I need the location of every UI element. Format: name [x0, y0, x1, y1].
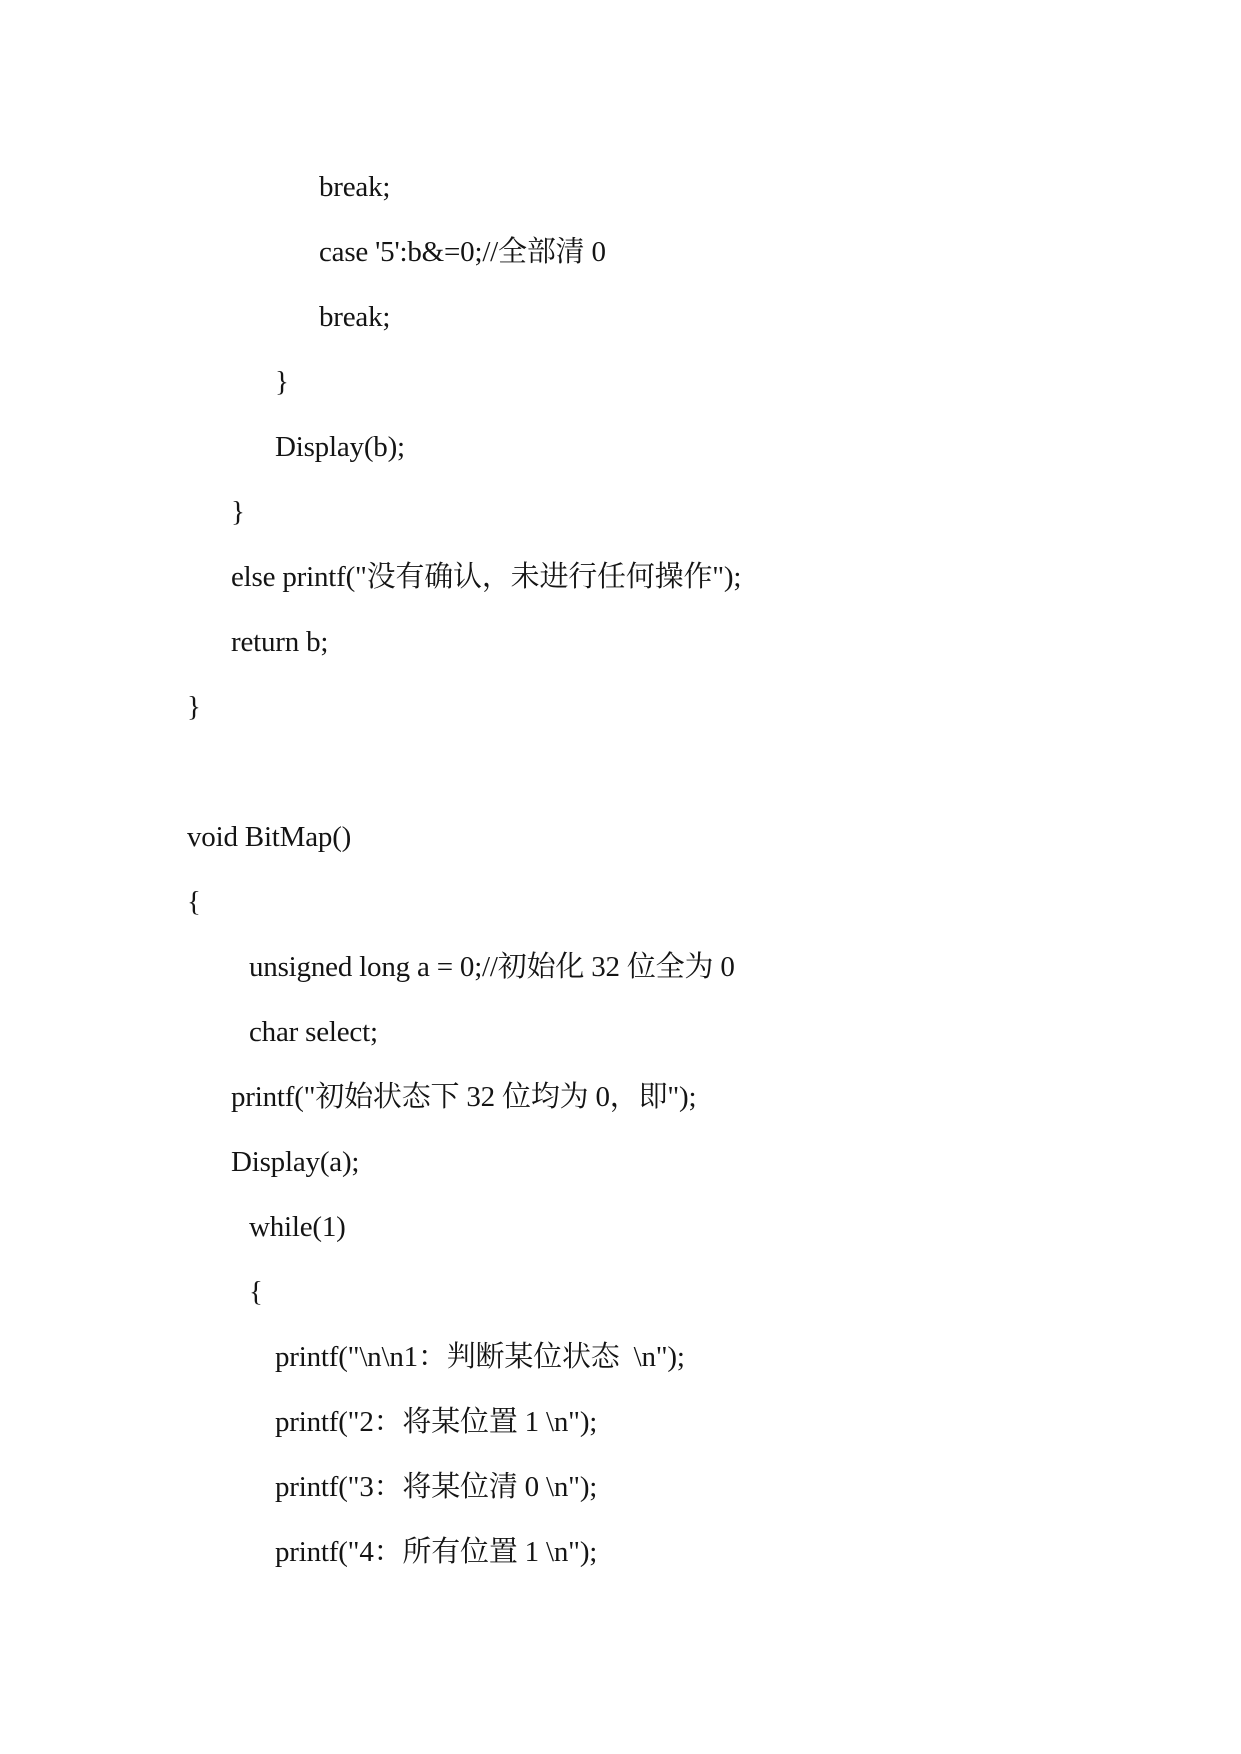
code-line-close-brace: } — [187, 691, 201, 723]
code-line-display-a: Display(a); — [231, 1146, 360, 1178]
code-line-printf-menu-4: printf("4：所有位置 1 \n"); — [275, 1536, 598, 1568]
code-line-close-brace: } — [231, 496, 245, 528]
code-line-printf-menu-3: printf("3：将某位清 0 \n"); — [275, 1471, 598, 1503]
code-line-printf-menu-2: printf("2：将某位置 1 \n"); — [275, 1406, 598, 1438]
code-line-while: while(1) — [249, 1211, 346, 1243]
code-line-return-b: return b; — [231, 626, 329, 658]
code-line-case-5: case '5':b&=0;//全部清 0 — [319, 236, 606, 268]
code-line-open-brace: { — [249, 1276, 263, 1308]
code-line-close-brace: } — [275, 366, 289, 398]
code-line-else-printf: else printf("没有确认，未进行任何操作"); — [231, 561, 742, 593]
code-line-function-signature: void BitMap() — [187, 821, 352, 853]
code-line-printf-initial: printf("初始状态下 32 位均为 0，即"); — [231, 1081, 697, 1113]
code-line-break: break; — [319, 301, 391, 333]
code-line-declare-a: unsigned long a = 0;//初始化 32 位全为 0 — [249, 951, 735, 983]
code-line-break: break; — [319, 171, 391, 203]
code-line-display-b: Display(b); — [275, 431, 405, 463]
code-line-open-brace: { — [187, 886, 201, 918]
code-line-declare-select: char select; — [249, 1016, 378, 1048]
code-line-printf-menu-1: printf("\n\n1：判断某位状态 \n"); — [275, 1341, 685, 1373]
